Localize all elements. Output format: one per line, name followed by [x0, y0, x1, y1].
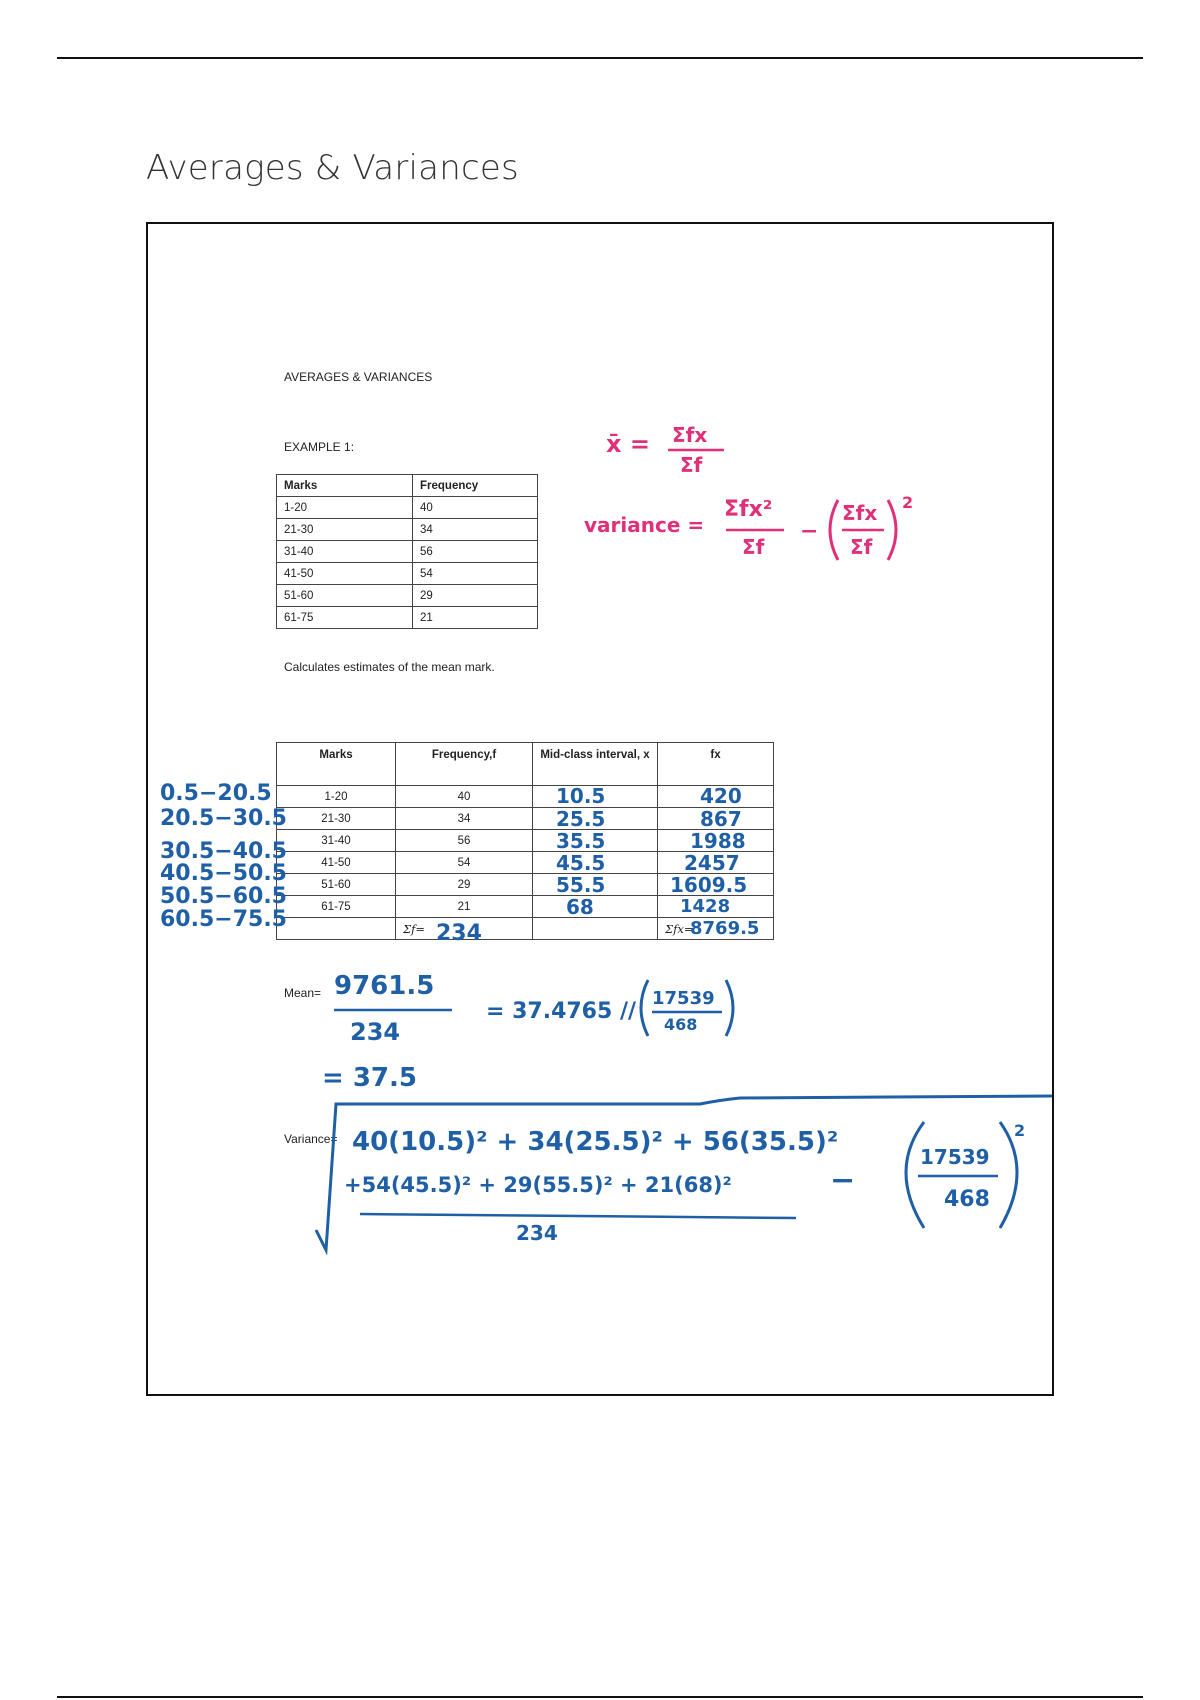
cell-frequency: 34	[396, 808, 533, 830]
col-header-frequency: Frequency	[413, 475, 538, 497]
hw-mean-result: = 37.4765 //	[486, 999, 637, 1024]
hw-var-den1: Σf	[742, 535, 765, 559]
hw-paren-left	[830, 500, 838, 560]
hw-boundary: 30.5−40.5	[160, 839, 287, 864]
hw-midpoint: 45.5	[556, 851, 606, 875]
cell-marks: 61-75	[277, 607, 413, 629]
hw-midpoint: 68	[566, 895, 594, 919]
blue-variance-working	[316, 1096, 1052, 1250]
hw-boundary: 60.5−75.5	[160, 907, 287, 932]
cell-frequency: 21	[396, 896, 533, 918]
sum-fx-label: Σfx=	[658, 918, 774, 940]
hw-var-den: 234	[516, 1221, 558, 1245]
hw-fraction-bar	[360, 1214, 796, 1218]
hw-paren-right	[888, 500, 896, 560]
cell-marks: 51-60	[277, 874, 396, 896]
hw-paren-right	[726, 980, 733, 1036]
cell-frequency: 54	[396, 852, 533, 874]
hw-var-exp: 2	[902, 493, 914, 512]
hw-var-frac-num: 17539	[920, 1145, 990, 1169]
instruction-text: Calculates estimates of the mean mark.	[284, 660, 495, 674]
hw-fx: 867	[700, 807, 742, 831]
hw-mean-alt-num: 17539	[652, 988, 715, 1009]
hw-var-num1: Σfx²	[724, 497, 773, 522]
cell-marks: 51-60	[277, 585, 413, 607]
cell-marks: 31-40	[277, 541, 413, 563]
cell-marks: 41-50	[277, 852, 396, 874]
cell-marks: 61-75	[277, 896, 396, 918]
hw-midpoint: 10.5	[556, 784, 606, 808]
cell-marks: 21-30	[277, 808, 396, 830]
pink-mean-formula	[606, 423, 724, 477]
hw-var-exp: 2	[1014, 1121, 1026, 1140]
cell-frequency: 40	[413, 497, 538, 519]
cell-frequency: 56	[396, 830, 533, 852]
page-title: Averages & Variances	[146, 148, 519, 188]
cell-frequency: 40	[396, 786, 533, 808]
pink-variance-formula	[584, 493, 913, 560]
hw-sum-fx: 8769.5	[690, 918, 760, 939]
cell-marks: 41-50	[277, 563, 413, 585]
hw-fx: 1988	[690, 829, 746, 853]
hw-boundary: 40.5−50.5	[160, 861, 287, 886]
cell-marks: 31-40	[277, 830, 396, 852]
hw-mean-den: Σf	[680, 453, 703, 477]
hw-var-den2: Σf	[850, 535, 873, 559]
hw-boundary: 50.5−60.5	[160, 884, 287, 909]
blue-class-boundaries	[160, 781, 287, 932]
hw-mean-rounded: = 37.5	[322, 1063, 417, 1093]
hw-mean-num: 9761.5	[334, 971, 435, 1001]
sum-f-label: Σf=	[396, 918, 533, 940]
bottom-rule	[57, 1696, 1143, 1698]
hw-midpoint: 25.5	[556, 807, 606, 831]
example-label: EXAMPLE 1:	[284, 440, 355, 454]
col-header-midpoint: Mid-class interval, x	[533, 743, 658, 786]
doc-heading: AVERAGES & VARIANCES	[284, 370, 433, 384]
blue-fx-values	[670, 784, 747, 917]
col-header-marks: Marks	[277, 475, 413, 497]
cell-marks: 1-20	[277, 786, 396, 808]
hw-boundary: 20.5−30.5	[160, 806, 287, 831]
cell-frequency: 54	[413, 563, 538, 585]
col-header-fx: fx	[658, 743, 774, 786]
hw-midpoint: 55.5	[556, 873, 606, 897]
hw-var-minus: −	[800, 519, 819, 544]
hw-fx: 1428	[680, 896, 731, 917]
cell-frequency: 29	[396, 874, 533, 896]
hw-sum-f: 234	[436, 921, 482, 946]
hw-variance-word: variance =	[584, 513, 705, 537]
blue-mean-working	[322, 971, 733, 1093]
hw-boundary: 0.5−20.5	[160, 781, 272, 806]
cell-frequency: 21	[413, 607, 538, 629]
cell-marks: 1-20	[277, 497, 413, 519]
mean-label: Mean=	[284, 986, 322, 1000]
hw-mean-lhs: x̄ =	[606, 430, 650, 458]
hw-midpoint: 35.5	[556, 829, 606, 853]
hw-mean-den: 234	[350, 1018, 401, 1046]
cell-marks: 21-30	[277, 519, 413, 541]
hw-fx: 2457	[684, 851, 740, 875]
hw-var-line1: 40(10.5)² + 34(25.5)² + 56(35.5)²	[352, 1127, 839, 1157]
hw-mean-num: Σfx	[672, 423, 708, 447]
hw-var-minus: −	[830, 1163, 856, 1198]
cell-frequency: 34	[413, 519, 538, 541]
cell-frequency: 29	[413, 585, 538, 607]
hw-mean-alt-den: 468	[664, 1015, 698, 1034]
blue-midpoints	[556, 784, 605, 919]
hw-var-line2: +54(45.5)² + 29(55.5)² + 21(68)²	[344, 1173, 732, 1197]
cell-frequency: 56	[413, 541, 538, 563]
variance-label: Variance=	[284, 1132, 338, 1146]
hw-fx: 1609.5	[670, 873, 748, 897]
hw-fx: 420	[700, 784, 742, 808]
col-header-frequency: Frequency,f	[396, 743, 533, 786]
col-header-marks: Marks	[277, 743, 396, 786]
hw-paren-left	[641, 980, 648, 1036]
hw-var-frac-den: 468	[944, 1187, 990, 1212]
hw-var-num2: Σfx	[842, 501, 878, 525]
